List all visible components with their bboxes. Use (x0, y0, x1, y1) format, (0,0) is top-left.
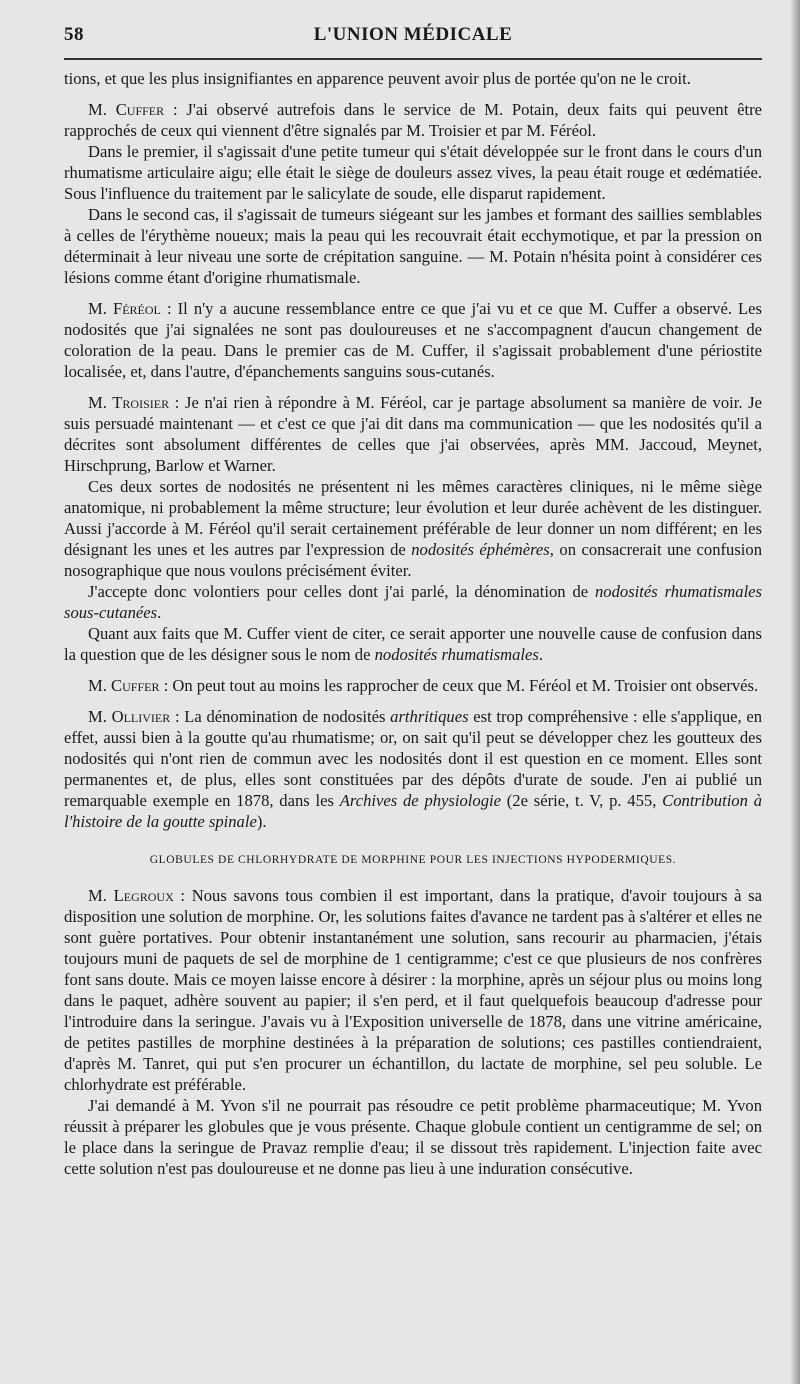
paragraph-text: Dans le second cas, il s'agissait de tumeurs siégeant sur les jambes et formant des saillies semblables à celles de l'érythème noueux; mais la peau qui les recouvrait était ecchymotique, et par la pression on déterminait à leur niveau une sorte de crépitation sanguine. — M. Potain n'hésita point à considérer ces lésions comme étant d'origine rhumatismale. (64, 205, 762, 287)
speaker-name: M. Legroux : (88, 886, 186, 905)
speaker-name: M. Cuffer : (88, 100, 178, 119)
page-edge-shadow (790, 0, 800, 1384)
paragraph-text: Ces deux sortes de nodosités ne présentent ni les mêmes caractères cliniques, ni le même siège anatomique, ni probablement la même structure; leur évolution et leur durée achèvent de les distinguer. Aussi j'accorde à M. Féréol qu'il serait certainement préférable de leur donner un nom différent; en les désignant les unes et les autres par l'expression de (64, 477, 762, 559)
paragraph-text: J'ai demandé à M. Yvon s'il ne pourrait pas résoudre ce petit problème pharmaceutique; M. Yvon réussit à préparer les globules que je vous présente. Chaque globule contient un centigramme de sel; on le place dans la seringue de Pravaz remplie d'eau; il se dissout très rapidement. L'injection faite avec cette solution n'est pas douloureuse et ne donne pas lieu à une induration consécutive. (64, 1096, 762, 1178)
paragraph (64, 885, 762, 1095)
section-heading: GLOBULES DE CHLORHYDRATE DE MORPHINE POUR LES INJECTIONS HYPODERMIQUES. (149, 854, 677, 866)
paragraph (64, 68, 762, 89)
italic-term: Archives de physiologie (339, 791, 501, 810)
paragraph-text: J'ai observé autrefois dans le service de M. Potain, deux faits qui peuvent être rapprochés de ceux qui viennent d'être signalés par M. Troisier et par M. Féréol. (64, 100, 762, 140)
paragraph-text: Je n'ai rien à répondre à M. Féréol, car je partage absolument sa manière de voir. Je suis persuadé maintenant — et c'est ce que j'ai dit dans ma communication — que les nodosités qu'il a décrites sont absolument différentes de celles que j'ai observées, après MM. Jaccoud, Meynet, Hirschprung, Barlow et Warner. (64, 393, 762, 475)
italic-term: nodosités rhumatismales sous-cutanées (64, 582, 762, 622)
paragraph (64, 623, 762, 665)
paragraph (64, 675, 762, 696)
italic-term: nodosités éphémères (411, 540, 550, 559)
paragraph-text: On peut tout au moins les rapprocher de ceux que M. Féréol et M. Troisier ont observés. (168, 676, 759, 695)
paragraph (64, 1095, 762, 1179)
speaker-name: M. Ollivier : (88, 707, 180, 726)
paragraph (64, 298, 762, 382)
journal-title: L'UNION MÉDICALE (313, 24, 513, 45)
header-rule (64, 58, 762, 60)
paragraph-text: La dénomination de nodosités (179, 707, 391, 726)
paragraph-text: tions, et que les plus insignifiantes en apparence peuvent avoir plus de portée qu'on ne le croit. (64, 69, 691, 88)
running-header (64, 24, 762, 52)
italic-term: Contribution à l'histoire de la goutte spinale (64, 791, 762, 831)
paragraph-text: ). (256, 812, 267, 831)
paragraph (64, 204, 762, 288)
paragraph-text: , on consacrerait une confusion nosographique que nous voulons précisément éviter. (64, 540, 762, 580)
paragraph-text: Dans le premier, il s'agissait d'une petite tumeur qui s'était développée sur le front dans le cours d'un rhumatisme articulaire aigu; elle était le siège de douleurs assez vives, la peau était rouge et œdématiée. Sous l'influence du traitement par le salicylate de soude, elle disparut rapidement. (64, 142, 762, 203)
paragraph (64, 476, 762, 581)
italic-term: nodosités rhumatismales (374, 645, 539, 664)
speaker-name: M. Cuffer : (88, 676, 169, 695)
paragraph (64, 581, 762, 623)
paragraph-text: Quant aux faits que M. Cuffer vient de citer, ce serait apporter une nouvelle cause de confusion dans la question que de les désigner sous le nom de (64, 624, 762, 664)
page-number: 58 (64, 24, 84, 45)
paragraph-text: . (157, 603, 162, 622)
speaker-name: M. Féréol : (88, 299, 172, 318)
paragraph-text: Nous savons tous combien il est important, dans la pratique, d'avoir toujours à sa disposition une solution de morphine. Or, les solutions faites d'avance ne tardent pas à s'altérer et elles ne sont guère portatives. Pour obtenir instantanément une solution, sans recourir au pharmacien, j'étais toujours muni de paquets de sel de morphine de 1 centigramme; c'est ce que plusieurs de nos confrères font sans doute. Mais ce moyen laisse encore à désirer : la morphine, après un séjour plus ou moins long dans le paquet, adhère souvent au papier; il s'en perd, et il faut quelquefois beaucoup d'adresse pour l'introduire dans la seringue. J'avais vu à l'Exposition universelle de 1878, dans une vitrine américaine, de petites pastilles de morphine destinées à la préparation de solutions; ces pastilles contiendraient, d'après M. Tanret, qui put s'en procurer un échantillon, du lactate de morphine, sel peu soluble. Le chlorhydrate est préférable. (64, 886, 762, 1094)
paragraph-text: J'accepte donc volontiers pour celles dont j'ai parlé, la dénomination de (88, 582, 595, 601)
paragraph-text: est trop compréhensive : elle s'applique, en effet, aussi bien à la goutte qu'au rhumatisme; or, on sait qu'il peut se développer chez les goutteux des nodosités qui n'ont rien de commun avec les nodosités dont il est question en ce moment. Elles sont permanentes et, de plus, elles sont constituées par des dépôts d'urate de soude. J'en ai publié un remarquable exemple en 1878, dans les (64, 707, 763, 810)
paragraph (64, 99, 762, 141)
paragraph-text: (2e série, t. V, p. 455, (500, 791, 663, 810)
body-text (64, 68, 762, 1179)
speaker-name: M. Troisier : (88, 393, 180, 412)
paragraph (64, 141, 762, 204)
paragraph (64, 706, 762, 832)
paragraph-text: . (538, 645, 544, 664)
italic-term: arthritiques (390, 707, 469, 726)
paragraph-text: Il n'y a aucune ressemblance entre ce que j'ai vu et ce que M. Cuffer a observé. Les nodosités que j'ai signalées ne sont pas douloureuses et ne s'accompagnent d'aucun changement de coloration de la peau. Dans le premier cas de M. Cuffer, il s'agissait probablement d'une périostite localisée, et, dans l'autre, d'épanchements sanguins sous-cutanés. (64, 299, 763, 381)
paragraph (64, 392, 762, 476)
